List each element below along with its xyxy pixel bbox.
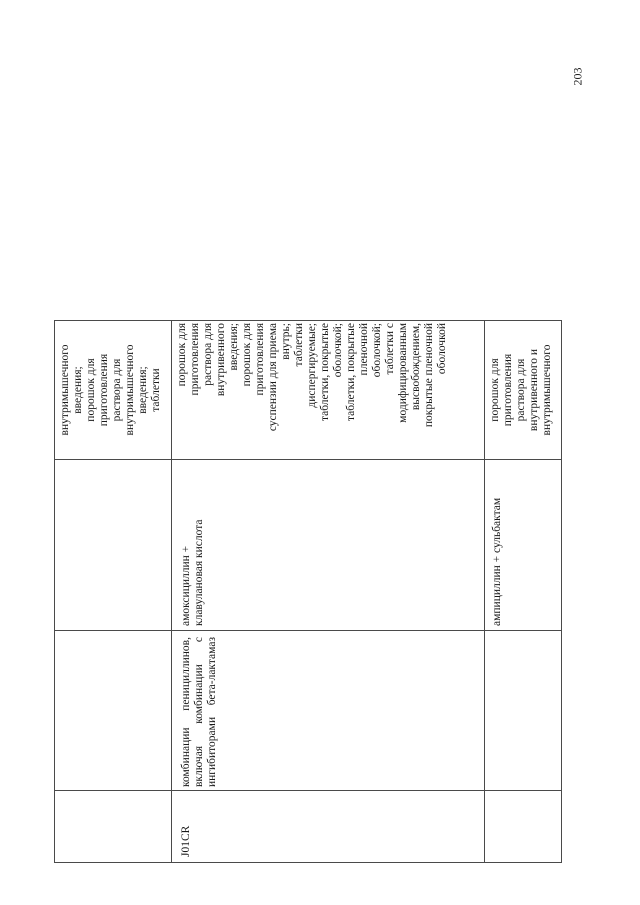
row-1-inn-cell [172, 460, 484, 630]
row-2-forms: порошок для приготовления раствора для внутривенного и внутримышечного [489, 344, 553, 436]
grid-line [54, 862, 562, 863]
row-0-forms: внутримышечного введения; порошок для приготовления раствора для внутримышечного введения; таблетки [59, 344, 162, 436]
page-number-text: 203 [570, 67, 585, 85]
row-2-inn: ампициллин + сульбактам [491, 497, 503, 626]
row-1-forms-cell [172, 321, 484, 459]
row-1-forms: порошок для приготовления раствора для внутривенного введения; порошок для приготовления суспензии для приема внутрь; таблетки диспергируемые; таблетки, покрытые оболочкой; таблетки, покрытые пленочной оболочкой; таблетки с модифицированным высвобождением, покрытые пленочной оболочкой [176, 323, 448, 432]
row-2-forms-cell [485, 321, 561, 459]
row-2-inn-cell [485, 460, 561, 630]
grid-line [561, 320, 562, 863]
row-1-code: J01CR [180, 825, 192, 857]
row-1-code-cell [172, 791, 484, 862]
row-1-inn: амоксициллин + клавулановая кислота [180, 519, 205, 626]
row-1-group-name: комбинации пенициллинов, включая комбинации с ингибиторами бета-лактамаз [180, 637, 218, 787]
row-1-group-cell [172, 631, 484, 790]
row-0-forms-cell [55, 321, 171, 459]
